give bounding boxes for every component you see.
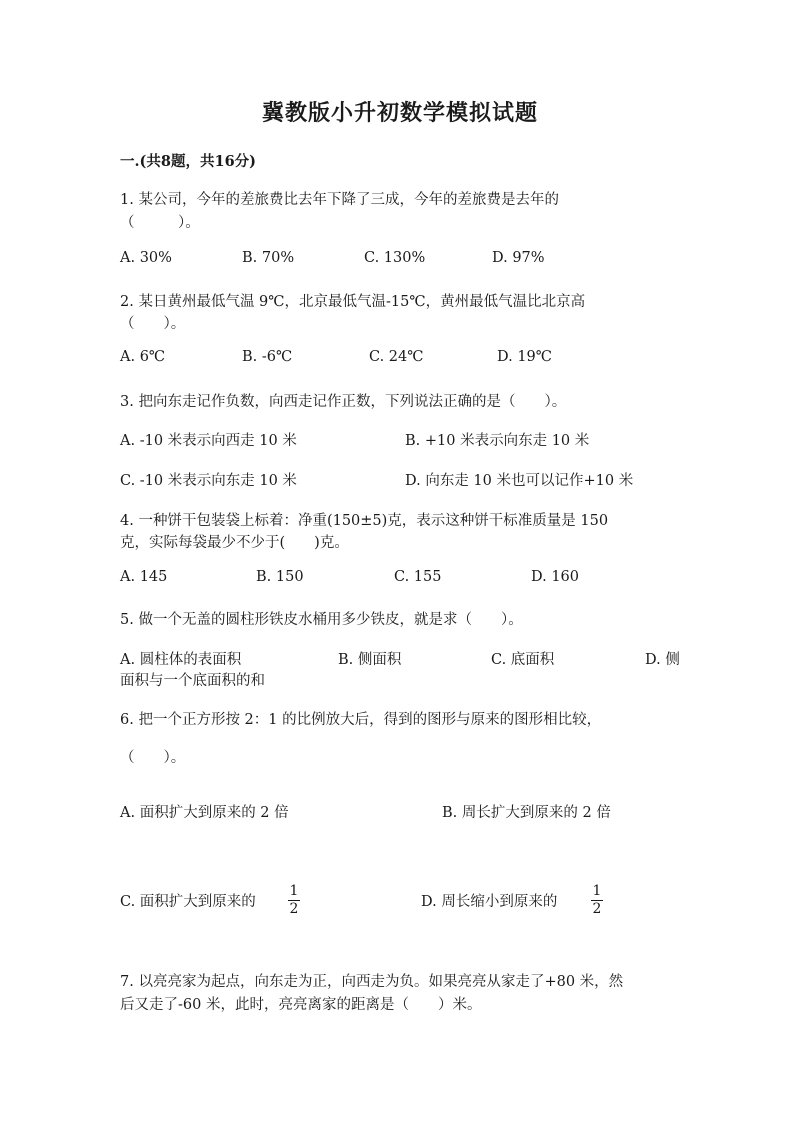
question-5-option-d-cont: 面积与一个底面积的和 xyxy=(120,673,265,689)
question-6-option-c-fraction xyxy=(288,884,300,917)
question-2-option-a: A. 6℃ xyxy=(120,349,166,365)
question-2-option-d: D. 19℃ xyxy=(497,349,552,365)
question-1-option-c: C. 130% xyxy=(364,250,426,266)
question-3-stem: 3. 把向东走记作负数，向西走记作正数，下列说法正确的是（ ）。 xyxy=(120,394,567,410)
question-4-option-a: A. 145 xyxy=(120,569,168,585)
question-6-option-c: C. 面积扩大到原来的 xyxy=(120,894,256,910)
question-4-option-b: B. 150 xyxy=(256,569,304,585)
fraction-numerator: 1 xyxy=(289,883,299,899)
question-6-stem: 6. 把一个正方形按 2：1 的比例放大后，得到的图形与原来的图形相比较， xyxy=(120,712,602,728)
question-4-stem-cont: 克，实际每袋最少不少于( )克。 xyxy=(120,535,349,551)
question-3-option-a: A. -10 米表示向西走 10 米 xyxy=(120,433,297,449)
question-6-option-b: B. 周长扩大到原来的 2 倍 xyxy=(442,805,611,821)
question-4-stem: 4. 一种饼干包装袋上标着：净重(150±5)克，表示这种饼干标准质量是 150 xyxy=(120,513,609,529)
question-5-stem: 5. 做一个无盖的圆柱形铁皮水桶用多少铁皮，就是求（ ）。 xyxy=(120,612,523,628)
question-2-option-b: B. -6℃ xyxy=(242,349,293,365)
question-6-stem-cont: （ ）。 xyxy=(120,750,186,766)
question-6-option-d: D. 周长缩小到原来的 xyxy=(421,894,558,910)
question-3-option-c: C. -10 米表示向东走 10 米 xyxy=(120,473,297,489)
question-5-option-b: B. 侧面积 xyxy=(338,652,402,668)
question-5-option-a: A. 圆柱体的表面积 xyxy=(120,652,242,668)
question-7-stem-cont: 后又走了-60 米，此时，亮亮离家的距离是（ ）米。 xyxy=(120,997,482,1013)
question-2-stem: 2. 某日黄州最低气温 9℃，北京最低气温-15℃，黄州最低气温比北京高 xyxy=(120,294,586,310)
question-6-option-d-fraction xyxy=(591,884,603,917)
question-1-stem-cont: （ ）。 xyxy=(120,215,200,231)
fraction-denominator: 2 xyxy=(592,901,602,917)
question-5-option-d: D. 侧 xyxy=(645,652,680,668)
section-header: 一.(共8题，共16分) xyxy=(120,153,257,170)
question-1-stem: 1. 某公司，今年的差旅费比去年下降了三成，今年的差旅费是去年的 xyxy=(120,192,559,208)
question-3-option-d: D. 向东走 10 米也可以记作+10 米 xyxy=(405,473,634,489)
question-4-option-c: C. 155 xyxy=(394,569,442,585)
fraction-numerator: 1 xyxy=(592,883,602,899)
question-6-option-a: A. 面积扩大到原来的 2 倍 xyxy=(120,805,289,821)
question-1-option-d: D. 97% xyxy=(492,250,545,266)
question-5-option-c: C. 底面积 xyxy=(491,652,555,668)
fraction-denominator: 2 xyxy=(289,901,299,917)
question-2-stem-cont: （ ）。 xyxy=(120,316,186,332)
question-1-option-b: B. 70% xyxy=(242,250,295,266)
question-4-option-d: D. 160 xyxy=(531,569,580,585)
page-title: 冀教版小升初数学模拟试题 xyxy=(261,100,538,126)
question-1-option-a: A. 30% xyxy=(120,250,172,266)
question-7-stem: 7. 以亮亮家为起点，向东走为正，向西走为负。如果亮亮从家走了+80 米，然 xyxy=(120,974,624,990)
question-2-option-c: C. 24℃ xyxy=(369,349,424,365)
question-3-option-b: B. +10 米表示向东走 10 米 xyxy=(405,433,590,449)
